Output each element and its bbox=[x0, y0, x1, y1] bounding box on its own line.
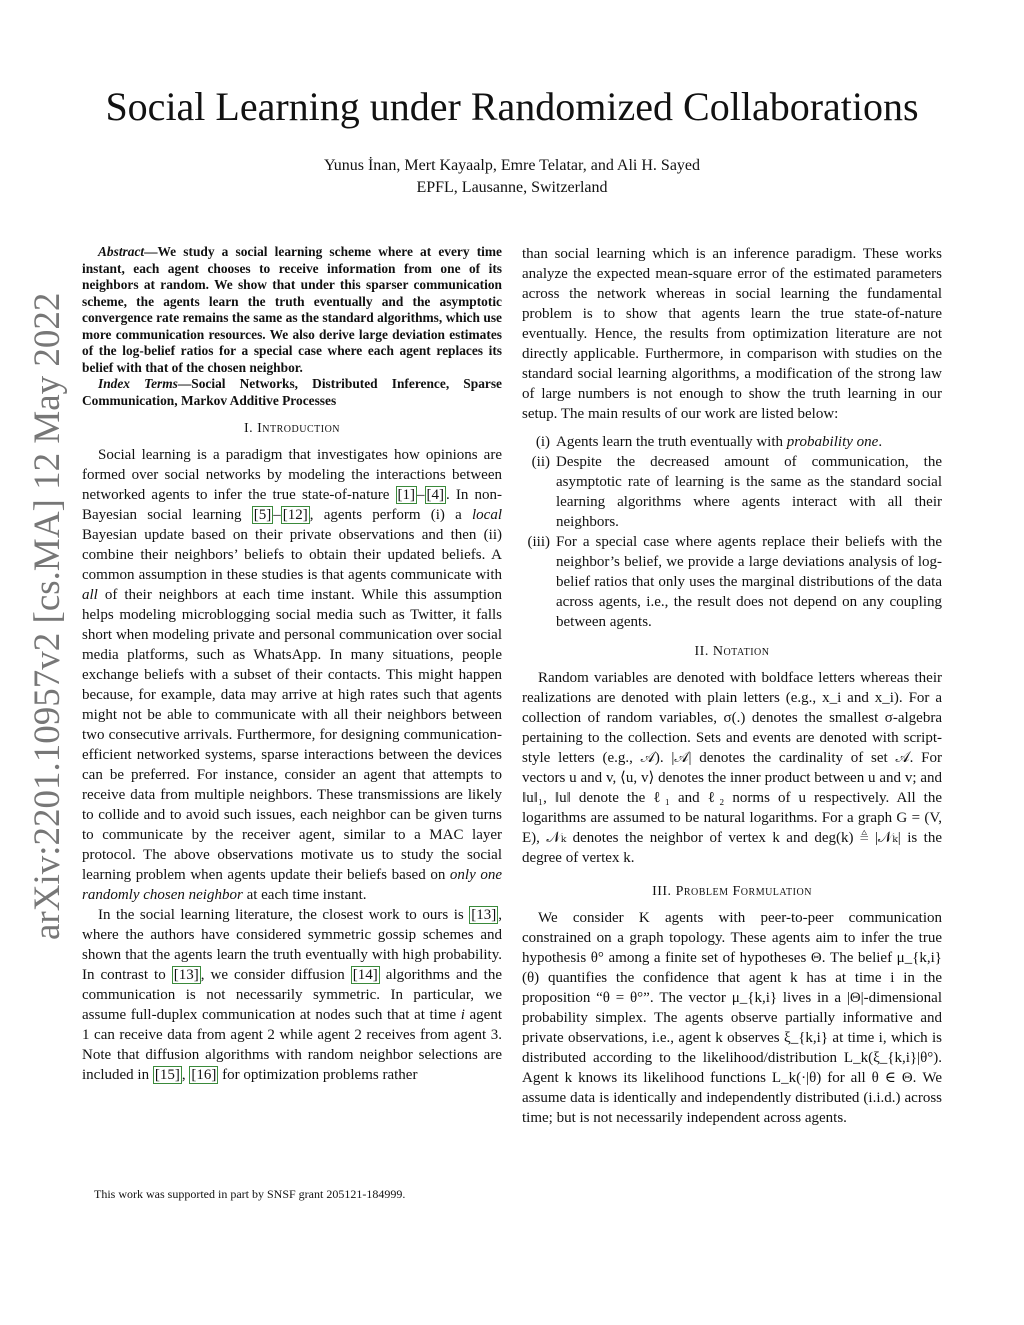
author-list: Yunus İnan, Mert Kayaalp, Emre Telatar, and Ali H. Sayed bbox=[323, 157, 701, 174]
abstract-label: Abstract bbox=[98, 244, 145, 259]
funding-footnote: This work was supported in part by SNSF grant 205121-184999. bbox=[94, 1187, 406, 1201]
citation-5[interactable]: [5] bbox=[253, 507, 272, 523]
index-terms-text: —Social Networks, Distributed Inference, Sparse Communication, Markov Additive Processes bbox=[82, 376, 502, 408]
index-terms-label: Index Terms bbox=[98, 376, 178, 391]
paper-page: arXiv:2201.10957v2 [cs.MA] 12 May 2022 Social Learning under Randomized Collaborations Yunus İnan, Mert Kayaalp, Emre Telatar, and Ali H. Sayed EPFL, Lausanne, Switzerland Abstract—We study a social learning scheme where at every time instant, each agent chooses to receive information from one of its neighbors at random. We show that under this sparser communication scheme, the agents learn the truth eventually and the asymptotic convergence rate remains the same as the standard algorithms, which use more communication resources. We also derive large deviation estimates of the log-belief ratios for a special case where each agent replaces its belief with that of the chosen neighbor. Index Terms—Social Networks, Distributed Inference, Sparse Communication, Markov Additive Processes I. Introduction Social learning is a paradigm that investigates how opinions are formed over social networks by modeling the interactions between networked agents to infer the true state-of-nature [1] – [4] . In non-Bayesian social learning [5] – [12] , agents perform (i) a local Bayesian update based on their private observations and then (ii) combine their neighbors’ beliefs to obtain their updated beliefs. A common assumption in these studies is that agents communicate with all of their neighbors at each time instant. While this assumption helps modeling microblogging social media such as Twitter, it falls short when modeling private and personal communication over social media platforms, such as WhatsApp. In many situations, people exchange beliefs with a subset of their contacts. This might happen because, for example, data may arrive at high rates such that agents might not be able to communicate with all their neighbors between two consecutive arrivals. Furthermore, for designing communication-efficient networked systems, sparse interactions between the devices can be preferred. For instance, consider an agent that attempts to receive data from multiple neighbors. These transmissions are likely to collide and to avoid such issues, each neighbor can be given turns to communicate by the receiver agent, similar to a MAC layer protocol. The above observations motivate us to study the social learning problem when agents update their beliefs based on only one randomly chosen neighbor at each time instant. In the social learning literature, the closest work to ours is [13] , where the authors have considered symmetric gossip schemes and shown that the agents learn the truth eventually with high probability. In contrast to [13] , we consider diffusion [14] algorithms and the communication is not necessarily symmetric. In particular, we assume full-duplex communication at nodes such that at time i agent 1 can receive data from agent 2 while agent 2 receives from agent 3. Note that diffusion algorithms with random neighbor selections are included in [15] , [16] for optimization problems rather This work was supported in part by SNSF grant 205121-184999. than social learning which is an inference paradigm. These works analyze the expected mean-square error of the estimated parameters across the network whereas in social learning the fundamental problem is to show that agents learn the true state-of-nature eventually. Hence, the results from optimization literature are not directly applicable. Furthermore, in comparison with studies on the standard social learning algorithms, a modification of the strong law of large numbers is not enough to show the truth learning in our setup. The main results of our work are listed below: (i) Agents learn the truth eventually with probability one. (ii) Despite the decreased amount of communication, the asymptotic rate of learning is the same as the standard social learning algorithms where agents interact with all their neighbors. (iii) For a special case where agents replace their beliefs with the neighbor’s belief, we provide a large deviations analysis of log-belief ratios that only uses the marginal distributions of the data across agents, i.e., the result does not depend on any coupling between agents. II. Notation Random variables are denoted with boldface letters whereas their realizations are denoted with plain letters (e.g., x_i and x_i). For a collection of random variables, σ(.) denotes the smallest σ-algebra pertaining to the collection. Sets and events are denoted with script-style letters (e.g., 𝒜). |𝒜| denotes the cardinality of set 𝒜. For vectors u and v, ⟨u, v⟩ denotes the inner product between u and v; and ‖u‖₁, ‖u‖ denote the ℓ₁ and ℓ₂ norms of u respectively. All the logarithms are assumed to be natural logarithms. For a graph G = (V, E), 𝒩ₖ denotes the neighbor of vertex k and deg(k) ≜ |𝒩ₖ| is the degree of vertex k. III. Problem Formulation We consider K agents with peer-to-peer communication constrained on a graph topology. These agents aim to infer the true hypothesis θ° among a finite set of hypotheses Θ. The belief μ_{k,i}(θ) quantifies the confidence that agent k has at time i in the proposition “θ = θ°”. The vector μ_{k,i} lives in a |Θ|-dimensional probability simplex. The agents observe partially informative and private observations, i.e., agent k observes ξ_{k,i} at time i, which is distributed according to the likelihood/distribution L_k(ξ_{k,i}|θ°). Agent k knows its likelihood functions L_k(·|θ) for all θ ∈ Θ. We assume data is identically and independently distributed (i.i.d.) across time; but is not necessarily independent across agents. bbox=[0, 0, 1024, 1325]
contributions-list bbox=[522, 432, 942, 632]
right-column bbox=[522, 244, 942, 1128]
index-terms bbox=[82, 376, 502, 409]
notation-paragraph: Random variables are denoted with boldface letters whereas their realizations are denoted with plain letters (e.g., x_i and x_i). For a collection of random variables, σ(.) denotes the smallest σ-algebra pertaining to the collection. Sets and events are denoted with script-style letters (e.g., 𝒜). |𝒜| denotes the cardinality of set 𝒜. For vectors u and v, ⟨u, v⟩ denotes the inner product between u and v; and ‖u‖₁, ‖u‖ denote the ℓ₁ and ℓ₂ norms of u respectively. All the logarithms are assumed to be natural logarithms. For a graph G = (V, E), 𝒩ₖ denotes the neighbor of vertex k and deg(k) ≜ |𝒩ₖ| is the degree of vertex k. bbox=[522, 670, 942, 866]
section-heading-notation: II. Notation bbox=[694, 644, 770, 659]
problem-paragraph: We consider K agents with peer-to-peer communication constrained on a graph topology. These agents aim to infer the true hypothesis θ° among a finite set of hypotheses Θ. The belief μ_{k,i}(θ) quantifies the confidence that agent k has at time i in the proposition “θ = θ°”. The vector μ_{k,i} lives in a |Θ|-dimensional probability simplex. The agents observe partially informative and private observations, i.e., agent k observes ξ_{k,i} at time i, which is distributed according to the likelihood/distribution L_k(ξ_{k,i}|θ°). Agent k knows its likelihood functions L_k(·|θ) for all θ ∈ Θ. We assume data is identically and independently distributed (i.i.d.) across time; but is not necessarily independent across agents. bbox=[522, 910, 942, 1126]
section-heading-introduction: I. Introduction bbox=[243, 421, 341, 436]
paper-title: Social Learning under Randomized Collaborations bbox=[105, 84, 919, 129]
citation-1[interactable]: [1] bbox=[397, 487, 416, 503]
list-item: (ii) Despite the decreased amount of communication, the asymptotic rate of learning is the same as the standard social learning algorithms where agents interact with all their neighbors. bbox=[531, 454, 942, 530]
list-item: (i) Agents learn the truth eventually with probability one. bbox=[535, 434, 883, 450]
citation-12[interactable]: [12] bbox=[282, 507, 308, 523]
list-item: (iii) For a special case where agents replace their beliefs with the neighbor’s belief, we provide a large deviations analysis of log-belief ratios that only uses the marginal distributions of the data across agents, i.e., the result does not depend on any coupling between agents. bbox=[527, 534, 942, 630]
citation-13[interactable]: [13] bbox=[471, 907, 497, 923]
left-column bbox=[82, 244, 502, 1085]
citation-14[interactable]: [14] bbox=[352, 967, 378, 983]
citation-13-second[interactable]: [13] bbox=[173, 967, 199, 983]
affiliation: EPFL, Lausanne, Switzerland bbox=[416, 179, 608, 196]
citation-16[interactable]: [16] bbox=[191, 1067, 217, 1083]
citation-15[interactable]: [15] bbox=[154, 1067, 180, 1083]
contributions-intro: than social learning which is an inference paradigm. These works analyze the expected mean-square error of the estimated parameters across the network whereas in social learning the fundamental problem is to show that agents learn the true state-of-nature eventually. Hence, the results from optimization literature are not directly applicable. Furthermore, in comparison with studies on the standard social learning algorithms, a modification of the strong law of large numbers is not enough to show the truth learning in our setup. The main results of our work are listed below: bbox=[522, 246, 942, 422]
intro-paragraph-2: In the social learning literature, the closest work to ours is [13] , where the authors have considered symmetric gossip schemes and shown that the agents learn the truth eventually with high probability. In contrast to [13] , we consider diffusion [14] algorithms and the communication is not necessarily symmetric. In particular, we assume full-duplex communication at nodes such that at time i agent 1 can receive data from agent 2 while agent 2 receives from agent 3. Note that diffusion algorithms with random neighbor selections are included in [15] , [16] for optimization problems rather bbox=[82, 907, 502, 1083]
citation-4[interactable]: [4] bbox=[426, 487, 445, 503]
abstract bbox=[82, 244, 502, 376]
section-heading-problem-formulation: III. Problem Formulation bbox=[652, 884, 812, 899]
intro-paragraph-1: Social learning is a paradigm that investigates how opinions are formed over social networks by modeling the interactions between networked agents to infer the true state-of-nature [1] – [4] . In non-Bayesian social learning [5] – [12] , agents perform (i) a local Bayesian update based on their private observations and then (ii) combine their neighbors’ beliefs to obtain their updated beliefs. A common assumption in these studies is that agents communicate with all of their neighbors at each time instant. While this assumption helps modeling microblogging social media such as Twitter, it falls short when modeling private and personal communication over social media platforms, such as WhatsApp. In many situations, people exchange beliefs with a subset of their contacts. This might happen because, for example, data may arrive at high rates such that agents might not be able to communicate with all their neighbors between two consecutive arrivals. Furthermore, for designing communication-efficient networked systems, sparse interactions between the devices can be preferred. For instance, consider an agent that attempts to receive data from multiple neighbors. These transmissions are likely to collide and to avoid such issues, each neighbor can be given turns to communicate by the receiver agent, similar to a MAC layer protocol. The above observations motivate us to study the social learning problem when agents update their beliefs based on only one randomly chosen neighbor at each time instant. bbox=[82, 447, 503, 903]
abstract-text: —We study a social learning scheme where at every time instant, each agent chooses to receive information from one of its neighbors at random. We show that under this sparser communication scheme, the agents learn the truth eventually and the asymptotic convergence rate remains the same as the standard algorithms, which use more communication resources. We also derive large deviation estimates of the log-belief ratios for a special case where each agent replaces its belief with that of the chosen neighbor. bbox=[82, 244, 502, 375]
